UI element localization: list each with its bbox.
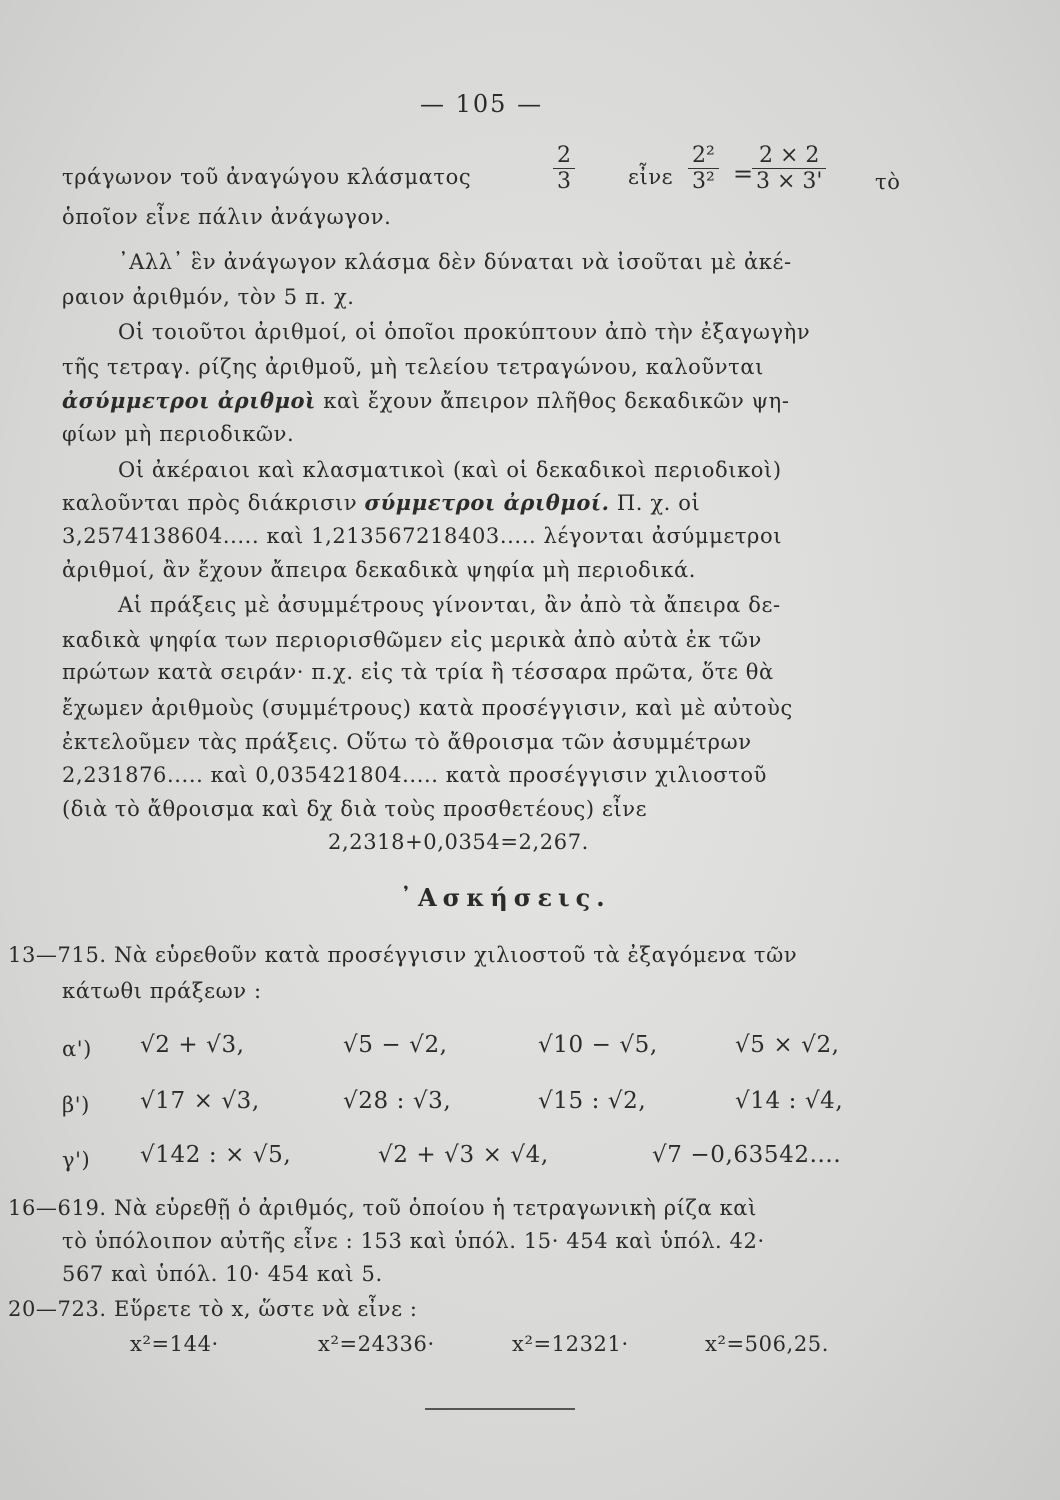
math-expression: √5 − √2, (343, 1032, 448, 1058)
equation: x²=24336· (318, 1332, 435, 1356)
text-line: καδικὰ ψηφία των περιορισθῶμεν εἰς μερικὰ ἀπὸ αὐτὰ ἐκ τῶν (62, 628, 762, 652)
math-expression: √28 : √3, (343, 1088, 452, 1114)
text-line: ἔχωμεν ἀριθμοὺς (συμμέτρους) κατὰ προσέγγισιν, καὶ μὲ αὐτοὺς (62, 696, 793, 720)
math-expression: √5 × √2, (735, 1032, 840, 1058)
page-number: — 105 — (420, 90, 544, 118)
fraction-denominator: 3² (692, 169, 715, 194)
fraction-denominator: 3 × 3' (756, 169, 823, 194)
equation: x²=144· (130, 1332, 219, 1356)
math-expression: √14 : √4, (735, 1088, 844, 1114)
text-line: φίων μὴ περιοδικῶν. (62, 422, 295, 446)
math-expression: √15 : √2, (538, 1088, 647, 1114)
row-label: β') (62, 1093, 90, 1117)
fraction-denominator: 3 (557, 169, 571, 194)
fraction-numerator: 2² (688, 143, 719, 169)
text-line: 3,2574138604..... καὶ 1,213567218403..... λέγονται ἀσύμμετροι (62, 524, 783, 548)
text-line: ἐκτελοῦμεν τὰς πράξεις. Οὕτω τὸ ἄθροισμα τῶν ἀσυμμέτρων (62, 730, 752, 754)
text-line (62, 490, 700, 515)
equals-sign: = (733, 160, 754, 188)
math-expression: √7 −0,63542.... (652, 1142, 842, 1168)
fraction (752, 143, 826, 194)
math-expression: √2 + √3 × √4, (378, 1142, 549, 1168)
exercise-line: κάτωθι πράξεων : (62, 979, 262, 1003)
text-line: ὁποῖον εἶνε πάλιν ἀνάγωγον. (62, 205, 392, 229)
fraction (688, 143, 719, 194)
text-span: καὶ ἔχουν ἄπειρον πλῆθος δεκαδικῶν ψη- (323, 389, 790, 413)
text-line (62, 388, 790, 413)
section-heading: ᾿Ασκήσεις. (400, 883, 611, 912)
equation: 2,2318+0,0354=2,267. (328, 830, 589, 854)
text-span: καλοῦνται πρὸς διάκρισιν (62, 491, 358, 515)
fraction (553, 143, 575, 194)
math-expression: √10 − √5, (538, 1032, 658, 1058)
text-line: ραιον ἀριθμόν, τὸν 5 π. χ. (62, 285, 355, 309)
exercise-line: 16—619. Νὰ εὑρεθῇ ὁ ἀριθμός, τοῦ ὁποίου ἡ τετραγωνικὴ ρίζα καὶ (8, 1196, 757, 1220)
row-label: γ') (62, 1148, 91, 1172)
text-line: Οἱ τοιοῦτοι ἀριθμοί, οἱ ὁποῖοι προκύπτουν ἀπὸ τὴν ἐξαγωγὴν (118, 320, 811, 344)
bold-term: σύμμετροι ἀριθμοί. (364, 490, 610, 515)
text-word: τὸ (875, 170, 901, 194)
text-line: Οἱ ἀκέραιοι καὶ κλασματικοὶ (καὶ οἱ δεκαδικοὶ περιοδικοὶ) (118, 458, 782, 482)
math-expression: √142 : × √5, (140, 1142, 292, 1168)
bold-term: ἀσύμμετροι ἀριθμοὶ (62, 388, 316, 413)
text-word: εἶνε (628, 165, 674, 189)
text-line: τράγωνον τοῦ ἀναγώγου κλάσματος (62, 165, 472, 189)
divider-rule (425, 1408, 575, 1410)
text-line: (διὰ τὸ ἄθροισμα καὶ δχ διὰ τοὺς προσθετέους) εἶνε (62, 797, 648, 821)
math-expression: √17 × √3, (140, 1088, 260, 1114)
math-expression: √2 + √3, (140, 1032, 245, 1058)
text-line: πρώτων κατὰ σειράν· π.χ. εἰς τὰ τρία ἢ τέσσαρα πρῶτα, ὅτε θὰ (62, 660, 774, 684)
exercise-line: τὸ ὑπόλοιπον αὐτῆς εἶνε : 153 καὶ ὑπόλ. 15· 454 καὶ ὑπόλ. 42· (62, 1229, 765, 1253)
exercise-line: 20—723. Εὕρετε τὸ x, ὥστε νὰ εἶνε : (8, 1297, 418, 1321)
fraction-numerator: 2 × 2 (752, 143, 826, 169)
equation: x²=506,25. (705, 1332, 830, 1356)
text-line: 2,231876..... καὶ 0,035421804..... κατὰ προσέγγισιν χιλιοστοῦ (62, 763, 768, 787)
row-label: α') (62, 1037, 92, 1061)
text-span: Π. χ. οἱ (616, 491, 701, 515)
text-line: Αἱ πράξεις μὲ ἀσυμμέτρους γίνονται, ἂν ἀπὸ τὰ ἄπειρα δε- (118, 593, 781, 617)
text-line: ἀριθμοί, ἂν ἔχουν ἄπειρα δεκαδικὰ ψηφία μὴ περιοδικά. (62, 558, 697, 582)
text-line: τῆς τετραγ. ρίζης ἀριθμοῦ, μὴ τελείου τετραγώνου, καλοῦνται (62, 355, 764, 379)
fraction-numerator: 2 (553, 143, 575, 169)
exercise-line: 13—715. Νὰ εὑρεθοῦν κατὰ προσέγγισιν χιλιοστοῦ τὰ ἐξαγόμενα τῶν (8, 943, 798, 967)
equation: x²=12321· (512, 1332, 629, 1356)
text-line: ᾿Αλλ᾿ ἓν ἀνάγωγον κλάσμα δὲν δύναται νὰ ἰσοῦται μὲ ἀκέ- (118, 250, 792, 274)
exercise-line: 567 καὶ ὑπόλ. 10· 454 καὶ 5. (62, 1262, 383, 1286)
